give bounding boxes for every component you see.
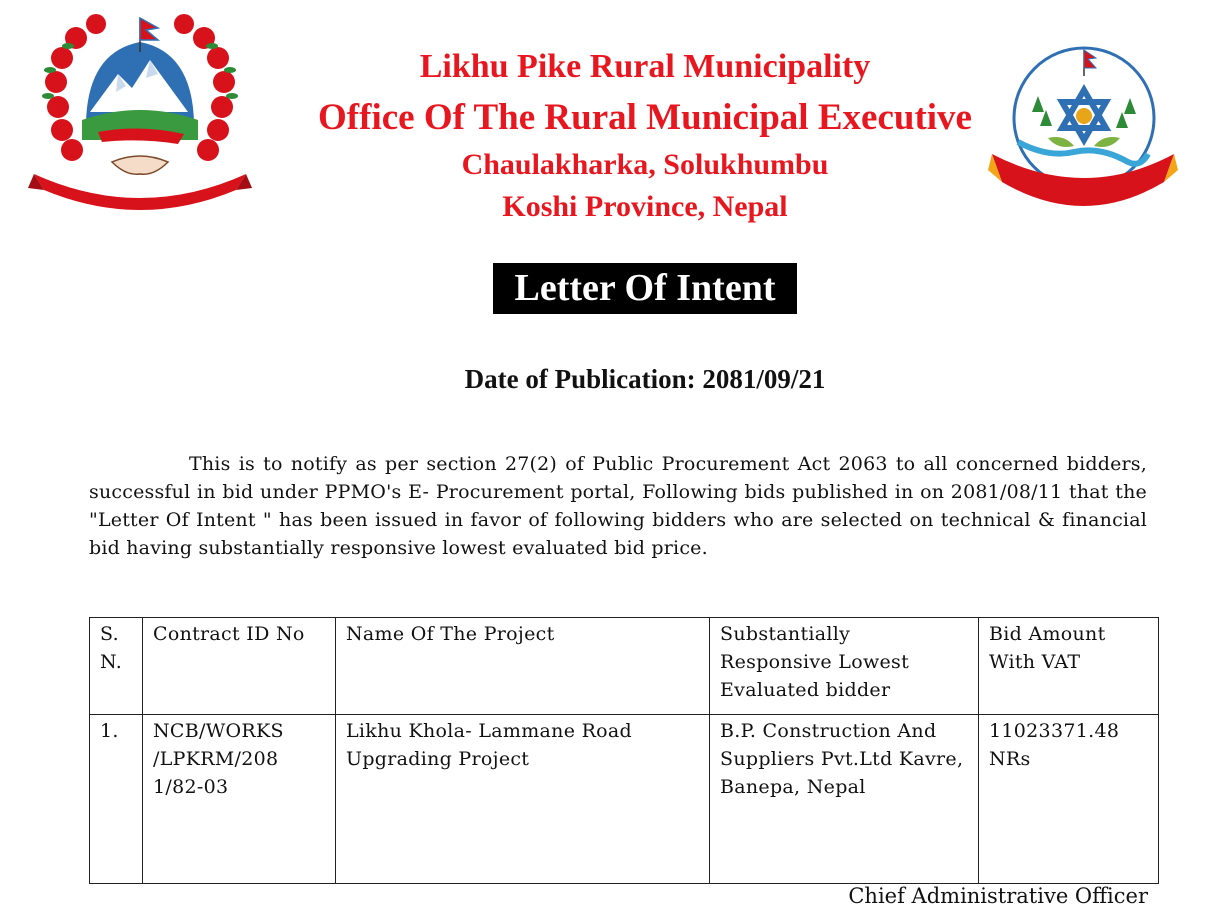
- cell-contract-id: NCB/WORKS /LPKRM/208 1/82-03: [143, 715, 336, 884]
- cell-bidder: B.P. Construction And Suppliers Pvt.Ltd Kavre, Banepa, Nepal: [710, 715, 979, 884]
- cell-bid-amount: 11023371.48 NRs: [979, 715, 1159, 884]
- office-province: Koshi Province, Nepal: [502, 190, 788, 223]
- publication-date-label: Date of Publication:: [464, 364, 696, 394]
- cell-sn: 1.: [90, 715, 143, 884]
- notice-paragraph: This is to notify as per section 27(2) of Public Procurement Act 2063 to all concerned bidders, successful in bid under PPMO's E- Procurement portal, Following bids published in on 2081/08/11 that the "Letter Of Intent " has been issued in favor of following bidders who are selected on technical & financial bid having substantially responsive lowest evaluated bid price.: [89, 453, 1147, 559]
- document-title: Letter Of Intent: [493, 263, 797, 314]
- cell-project-name: Likhu Khola- Lammane Road Upgrading Project: [336, 715, 710, 884]
- signatory-title: Chief Administrative Officer: [848, 884, 1148, 908]
- header-project-name: Name Of The Project: [336, 618, 710, 715]
- header-bid-amount: Bid Amount With VAT: [979, 618, 1159, 715]
- header-sn: S. N.: [90, 618, 143, 715]
- award-table: [89, 617, 1159, 884]
- table-row: [90, 715, 1159, 884]
- office-name: Office Of The Rural Municipal Executive: [318, 97, 972, 138]
- header-contract-id: Contract ID No: [143, 618, 336, 715]
- municipality-name: Likhu Pike Rural Municipality: [419, 48, 871, 85]
- office-address: Chaulakharka, Solukhumbu: [461, 148, 829, 181]
- header-bidder: Substantially Responsive Lowest Evaluated bidder: [710, 618, 979, 715]
- publication-date-line: [0, 364, 1218, 395]
- municipality-logo-emblem: [988, 42, 1178, 218]
- publication-date-value: 2081/09/21: [702, 364, 826, 394]
- table-header-row: [90, 618, 1159, 715]
